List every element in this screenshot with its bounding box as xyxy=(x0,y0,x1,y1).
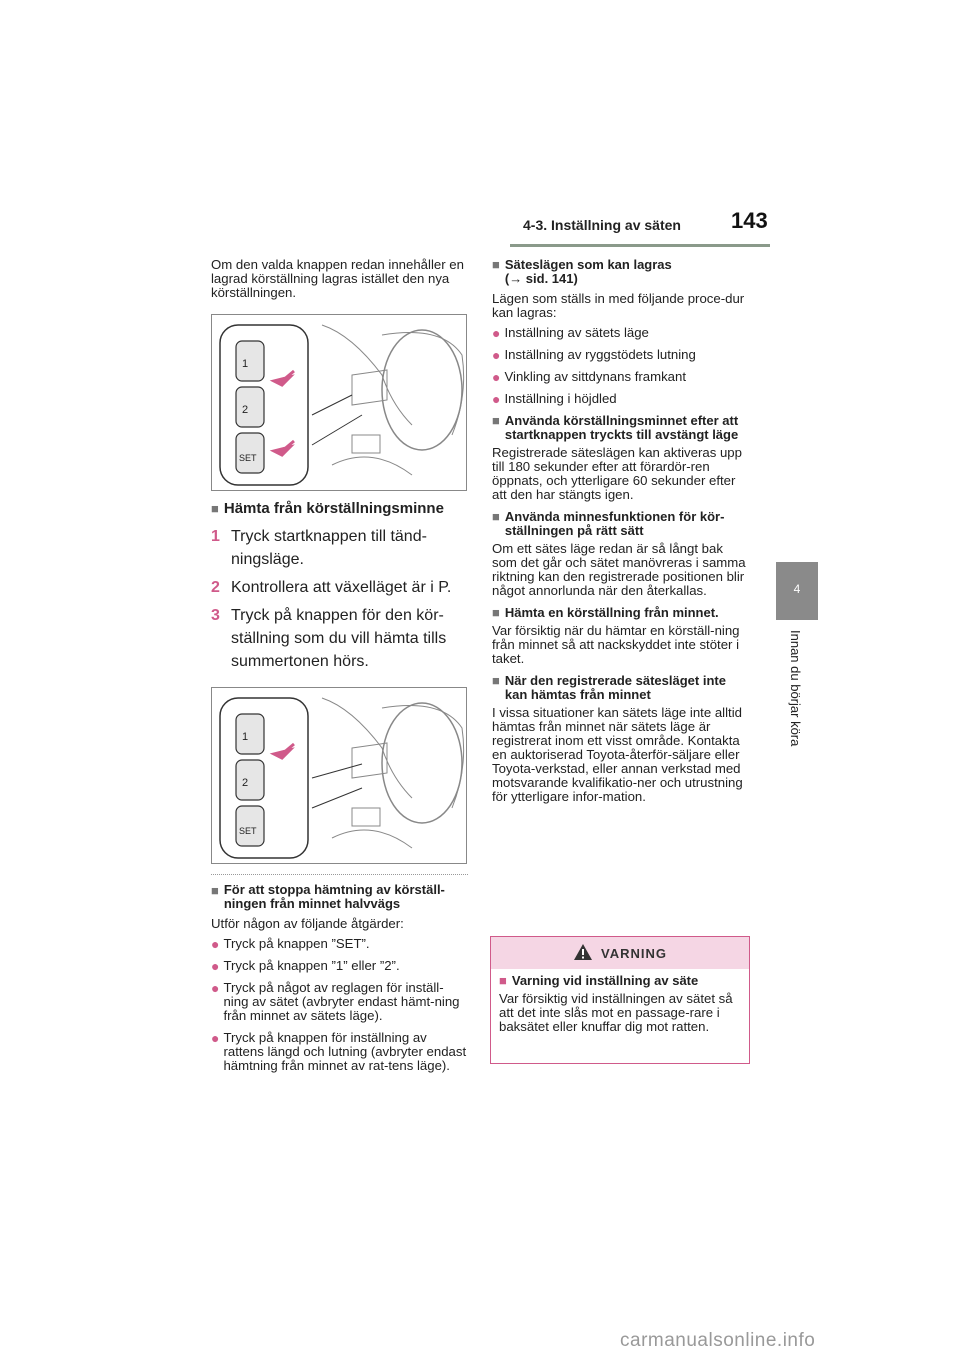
list-item: ● Inställning av sätets läge xyxy=(492,325,649,341)
fig1-button-1: 1 xyxy=(242,358,249,370)
bullet-dot-icon: ● xyxy=(211,936,220,952)
list-item: ● Tryck på något av reglagen för inställ-ning av sätet (avbryter endast hämt-ning från minnet av sätets läge). xyxy=(211,980,460,1023)
header-rule xyxy=(510,244,770,247)
fig1-button-2: 2 xyxy=(242,404,249,416)
fig2-button-set: SET xyxy=(239,826,257,836)
memory-after-off-text: Registrerade säteslägen kan aktiveras upp till 180 sekunder efter att förardör-ren öppnats, och ytterligare 60 sekunder efter att den har stängts igen. xyxy=(492,445,742,502)
step-3: 3 Tryck på knappen för den kör-ställning som du vill hämta tills summertonen hörs. xyxy=(211,607,447,670)
section-recall-position: ■ Hämta en körställning från minnet. xyxy=(492,605,719,620)
warning-header: VARNING xyxy=(491,937,749,969)
figure-memory-buttons-1 xyxy=(211,314,467,491)
fig2-button-1: 1 xyxy=(242,731,249,743)
square-bullet-icon: ■ xyxy=(492,509,500,524)
section-divider xyxy=(211,874,468,875)
bullet-dot-icon: ● xyxy=(211,958,220,974)
list-item: ● Tryck på knappen ”1” eller ”2”. xyxy=(211,958,400,974)
section-correct-use: ■ Använda minnesfunktionen för kör-ställningen på rätt sätt xyxy=(492,509,725,538)
bullet-dot-icon: ● xyxy=(492,391,501,407)
warning-subtitle: ■ Varning vid inställning av säte xyxy=(499,973,699,988)
step-1: 1 Tryck startknappen till tänd-ningsläge. xyxy=(211,528,427,568)
fig2-button-2: 2 xyxy=(242,777,249,789)
right-column xyxy=(492,258,749,810)
correct-use-text: Om ett sätes läge redan är så långt bak som det går och sätet manövreras i samma riktning kan den registrerade positionen blir något annorlunda när den återkallas. xyxy=(492,541,746,598)
left-column xyxy=(211,258,468,1081)
warning-text: Var försiktig vid inställningen av sätet så att det inte slås mot en passage-rare i baksätet eller knuffar dig mot ratten. xyxy=(499,991,733,1034)
cannot-recall-text: I vissa situationer kan sätets läge inte alltid hämtas från minnet när sätets läge är registrerat inom ett visst område. Kontakta en auktoriserad Toyota-återför-säljare eller Toyota-verkstad, eller annan verkstad med motsvarande kvalifikatio-ner och utrustning för ytterligare infor-mation. xyxy=(492,705,743,804)
section-title: 4-3. Inställning av säten xyxy=(523,217,681,233)
list-item: ● Tryck på knappen ”SET”. xyxy=(211,936,370,952)
square-bullet-icon: ■ xyxy=(492,413,500,428)
square-bullet-icon: ■ xyxy=(492,605,500,620)
list-item: ● Tryck på knappen för inställning av rattens längd och lutning (avbryter endast hämtning från minnet av rat-tens läge). xyxy=(211,1030,467,1073)
square-bullet-icon: ■ xyxy=(211,883,219,898)
page-number: 143 xyxy=(731,208,768,233)
chapter-label: Innan du börjar köra xyxy=(788,630,803,747)
section-memory-after-off: ■ Använda körställningsminnet efter att startknappen tryckts till avstängt läge xyxy=(492,413,739,442)
section-stop-recall: ■ För att stoppa hämtning av körställ-ningen från minnet halvvägs xyxy=(211,882,445,911)
warning-body xyxy=(491,969,749,1038)
section-cannot-recall: ■ När den registrerade sätesläget inte kan hämtas från minnet xyxy=(492,673,726,702)
bullet-dot-icon: ● xyxy=(492,325,501,341)
warning-triangle-icon xyxy=(573,943,593,964)
list-item: ● Inställning i höjdled xyxy=(492,391,617,407)
fig1-button-set: SET xyxy=(239,453,257,463)
square-bullet-icon: ■ xyxy=(211,501,219,516)
list-item: ● Vinkling av sittdynans framkant xyxy=(492,369,687,385)
footer-watermark: carmanualsonline.info xyxy=(620,1330,816,1351)
step-2: 2 Kontrollera att växelläget är i P. xyxy=(211,579,452,596)
chapter-tab: 4 xyxy=(776,562,818,620)
stop-recall-intro: Utför någon av följande åtgärder: xyxy=(211,916,404,931)
warning-box xyxy=(490,936,750,1064)
square-bullet-icon: ■ xyxy=(492,257,500,272)
bullet-dot-icon: ● xyxy=(492,347,501,363)
section-storable-positions: ■ Säteslägen som kan lagras (→ sid. 141) xyxy=(492,257,672,286)
square-bullet-icon: ■ xyxy=(492,673,500,688)
bullet-dot-icon: ● xyxy=(211,1030,220,1046)
storable-intro: Lägen som ställs in med följande proce-dur kan lagras: xyxy=(492,291,745,320)
intro-text: Om den valda knappen redan innehåller en lagrad körställning lagras istället den nya körställningen. xyxy=(211,257,464,300)
bullet-dot-icon: ● xyxy=(492,369,501,385)
bullet-dot-icon: ● xyxy=(211,980,220,996)
square-bullet-icon: ■ xyxy=(499,973,507,988)
section-recall-memory: ■ Hämta från körställningsminne xyxy=(211,500,444,517)
recall-position-text: Var försiktig när du hämtar en körställ-ning från minnet så att nackskyddet inte stöter i taket. xyxy=(492,623,740,666)
figure-memory-buttons-2 xyxy=(211,687,467,864)
list-item: ● Inställning av ryggstödets lutning xyxy=(492,347,696,363)
